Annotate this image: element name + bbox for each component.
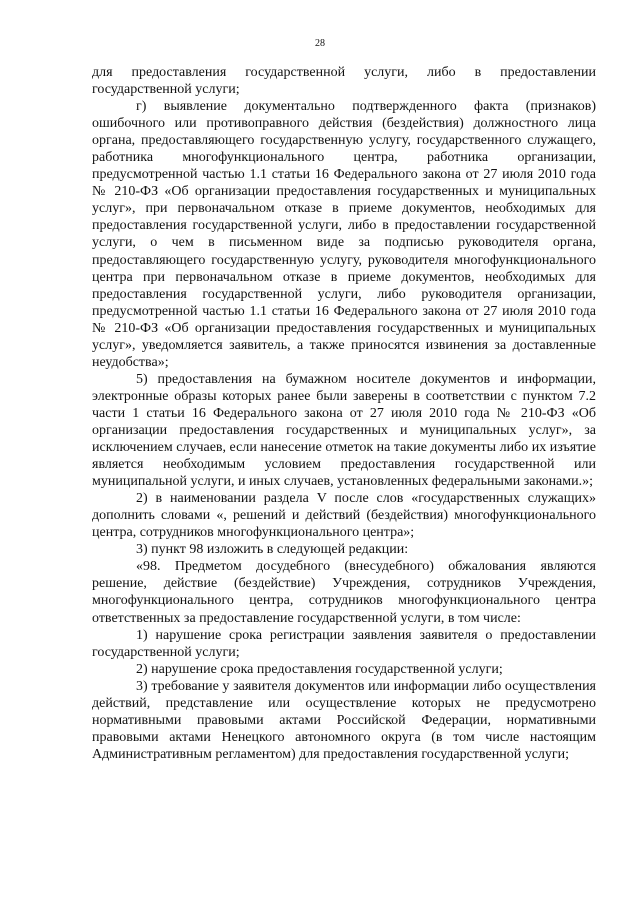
- paragraph-point-98: «98. Предметом досудебного (внесудебного) обжалования являются решение, действие (бездействие) Учреждения, сотрудников Учреждения, многофункционального центра, сотрудников многофункционального центра ответственных за предоставление государственной услуги, в том числе:: [92, 559, 596, 626]
- document-body: [92, 64, 596, 763]
- paragraph-item-5: 5) предоставления на бумажном носителе документов и информации, электронные образы которых ранее были заверены в соответствии с пунктом 7.2 части 1 статьи 16 Федерального закона от 27 июля 2010 года № 210-ФЗ «Об организации предоставления государственных и муниципальных услуг», за исключением случаев, если нанесение отметок на такие документы либо их изъятие является необходимым условием предоставления государственной или муниципальной услуги, и иных случаев, установленных федеральными законами.»;: [92, 371, 596, 490]
- paragraph-subitem-2: 2) нарушение срока предоставления государственной услуги;: [136, 661, 503, 677]
- paragraph-subitem-1: 1) нарушение срока регистрации заявления заявителя о предоставлении государственной услуги;: [92, 627, 596, 660]
- paragraph-continuation: для предоставления государственной услуги, либо в предоставлении государственной услуги;: [92, 65, 596, 98]
- page-number: 28: [315, 38, 325, 49]
- paragraph-item-g: г) выявление документально подтвержденного факта (признаков) ошибочного или противоправного действия (бездействия) должностного лица органа, предоставляющего государственную услугу, государственного служащего, работника многофункционального центра, работника организации, предусмотренной частью 1.1 статьи 16 Федерального закона от 27 июля 2010 года № 210-ФЗ «Об организации предоставления государственных и муниципальных услуг», при первоначальном отказе в приеме документов, необходимых для предоставления государственной услуги, либо в предоставлении государственной услуги, о чем в письменном виде за подписью руководителя органа, предоставляющего государственную услугу, руководителя многофункционального центра при первоначальном отказе в приеме документов, необходимых для предоставления государственной услуги, либо руководителя организации, предусмотренной частью 1.1 статьи 16 Федерального закона от 27 июля 2010 года № 210-ФЗ «Об организации предоставления государственных и муниципальных услуг», уведомляется заявитель, а также приносятся извинения за доставленные неудобства»;: [92, 99, 596, 370]
- paragraph-subitem-3: 3) требование у заявителя документов или информации либо осуществления действий, представление или осуществление которых не предусмотрено нормативными правовыми актами Российской Федерации, нормативными правовыми актами Ненецкого автономного округа (в том числе настоящим Административным регламентом) для предоставления государственной услуги;: [92, 678, 596, 762]
- paragraph-item-2: 2) в наименовании раздела V после слов «государственных служащих» дополнить словами «, решений и действий (бездействия) многофункционального центра, сотрудников многофункционального центра»;: [92, 491, 596, 541]
- paragraph-item-3: 3) пункт 98 изложить в следующей редакции:: [136, 542, 409, 558]
